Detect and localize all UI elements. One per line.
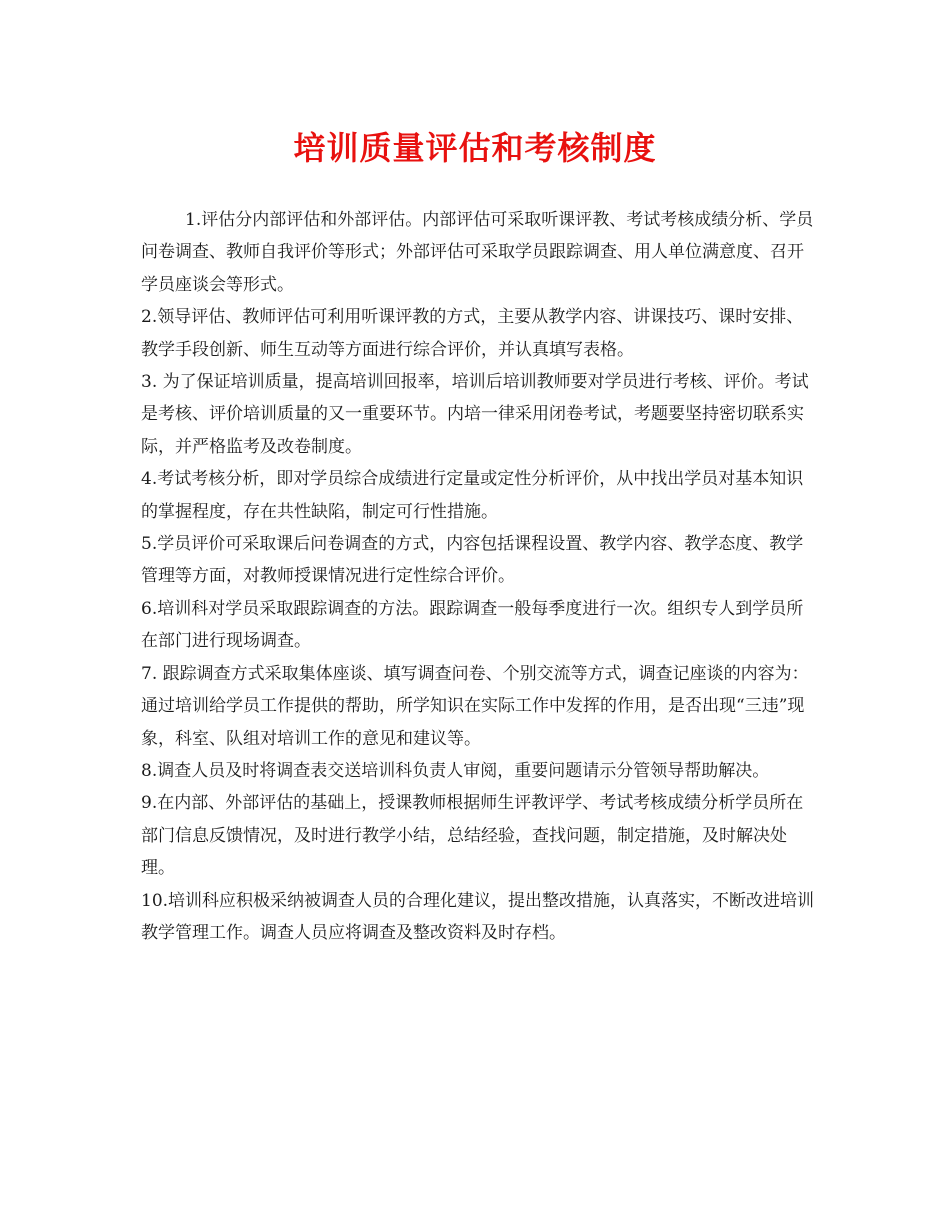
paragraph-1: 1.评估分内部评估和外部评估。内部评估可采取听课评教、考试考核成绩分析、学员问卷调查、教师自我评价等形式；外部评估可采取学员跟踪调查、用人单位满意度、召开学员座谈会等形式。	[141, 210, 814, 295]
paragraph-2: 2.领导评估、教师评估可利用听课评教的方式，主要从教学内容、讲课技巧、课时安排、教学手段创新、师生互动等方面进行综合评价，并认真填写表格。	[141, 307, 804, 360]
paragraph-6: 6.培训科对学员采取跟踪调查的方法。跟踪调查一般每季度进行一次。组织专人到学员所在部门进行现场调查。	[141, 598, 804, 652]
paragraph-9: 9.在内部、外部评估的基础上，授课教师根据师生评教评学、考试考核成绩分析学员所在部门信息反馈情况，及时进行教学小结，总结经验，查找问题，制定措施，及时解决处理。	[141, 793, 804, 879]
paragraph-4: 4.考试考核分析，即对学员综合成绩进行定量或定性分析评价，从中找出学员对基本知识的掌握程度，存在共性缺陷，制定可行性措施。	[141, 469, 804, 522]
paragraph-7: 7. 跟踪调查方式采取集体座谈、填写调查问卷、个别交流等方式，调查记座谈的内容为：通过培训给学员工作提供的帮助，所学知识在实际工作中发挥的作用，是否出现“三违”现象，科室、队组对培训工作的意见和建议等。	[141, 663, 809, 749]
document-body	[141, 204, 815, 949]
paragraph-10: 10.培训科应积极采纳被调查人员的合理化建议，提出整改措施，认真落实，不断改进培训教学管理工作。调查人员应将调查及整改资料及时存档。	[141, 890, 815, 943]
paragraph-5: 5.学员评价可采取课后问卷调查的方式，内容包括课程设置、教学内容、教学态度、教学管理等方面，对教师授课情况进行定性综合评价。	[141, 534, 804, 587]
paragraph-3: 3. 为了保证培训质量，提高培训回报率，培训后培训教师要对学员进行考核、评价。考试是考核、评价培训质量的又一重要环节。内培一律采用闭卷考试，考题要坚持密切联系实际，并严格监考及改卷制度。	[141, 372, 809, 457]
paragraph-8: 8.调查人员及时将调查表交送培训科负责人审阅，重要问题请示分管领导帮助解决。	[141, 760, 770, 781]
document-title: 培训质量评估和考核制度	[293, 129, 657, 167]
